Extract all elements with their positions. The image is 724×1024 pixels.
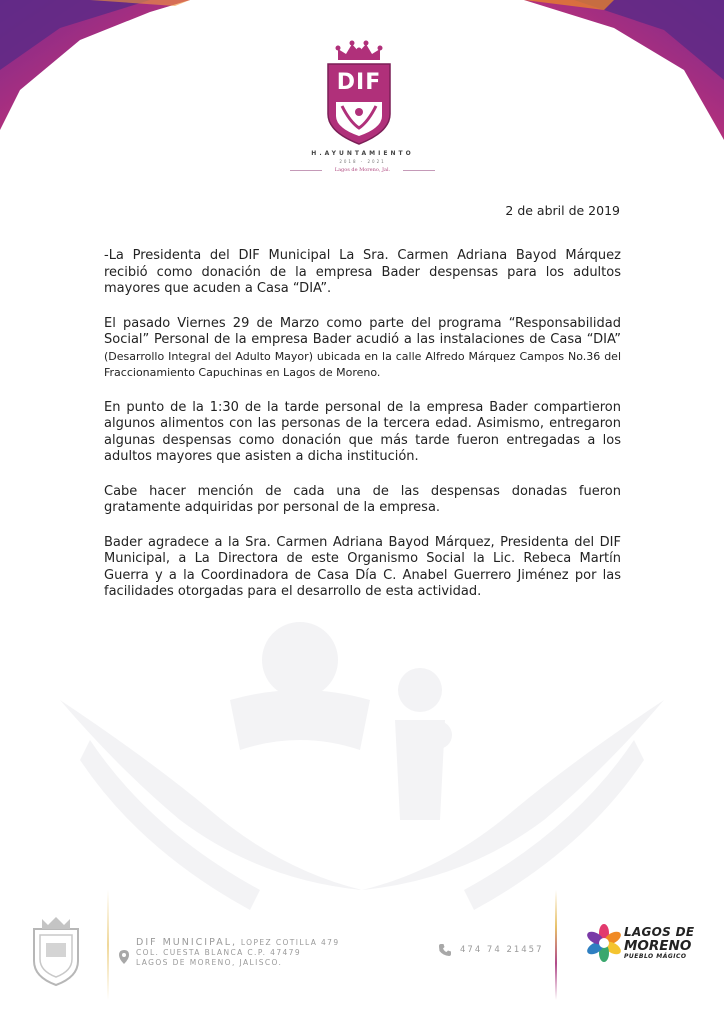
- paragraph: Cabe hacer mención de cada una de las despensas donadas fueron gratamente adquiridas por personal de la empresa.: [104, 483, 621, 515]
- corner-decoration-left: [0, 0, 200, 130]
- dif-logo: [290, 40, 435, 180]
- footer-city: LAGOS DE MORENO, JALISCO.: [136, 958, 283, 967]
- location-pin-icon: [119, 950, 129, 964]
- paragraph-text-small: (Desarrollo Integral del Adulto Mayor) ubicada en la calle Alfredo Márquez Campos No.36 del Fraccionamiento Capuchinas en Lagos de Moreno.: [104, 349, 621, 379]
- divider-line: [403, 170, 435, 171]
- ayuntamiento-label: H.AYUNTAMIENTO: [311, 150, 414, 157]
- corner-decoration-right: [504, 0, 724, 140]
- logo-city-label: Lagos de Moreno, Jal.: [334, 167, 391, 173]
- lagos-flower-logo-icon: [585, 924, 623, 962]
- lagos-logo-line1: LAGOS DE: [624, 925, 695, 939]
- footer-divider: [107, 890, 109, 1000]
- paragraph-text: El pasado Viernes 29 de Marzo como parte del programa “Responsabilidad Social” Personal de la empresa Bader acudió a las instalaciones de Casa “DIA”: [104, 315, 621, 347]
- footer-street: LOPEZ COTILLA 479: [240, 938, 340, 947]
- footer-colonia: COL. CUESTA BLANCA C.P. 47479: [136, 948, 302, 957]
- lagos-logo-line3: PUEBLO MÁGICO: [624, 953, 687, 960]
- footer-org: DIF MUNICIPAL,: [136, 937, 238, 948]
- footer-address: [136, 938, 340, 968]
- lagos-logo-line2: MORENO: [624, 938, 692, 954]
- crown-icon: [334, 40, 384, 62]
- administration-years: 2018 - 2021: [339, 159, 386, 164]
- footer-phone: 474 74 21457: [460, 945, 544, 955]
- paragraph: Bader agradece a la Sra. Carmen Adriana Bayod Márquez, Presidenta del DIF Municipal, a La Directora de este Organismo Social la Lic. Rebeca Martín Guerra y a la Coordinadora de Casa Día C. Anabel Guerrero Jiménez por las facilidades otorgadas para el desarrollo de esta actividad.: [104, 534, 621, 599]
- paragraph: -La Presidenta del DIF Municipal La Sra. Carmen Adriana Bayod Márquez recibió como donación de la empresa Bader despensas para los adultos mayores que acuden a Casa “DIA”.: [104, 248, 621, 296]
- logo-dif-text: DIF: [336, 70, 382, 95]
- paragraph: En punto de la 1:30 de la tarde personal de la empresa Bader compartieron algunos alimentos con las personas de la tercera edad. Asimismo, entregaron algunas despensas como donación que más tarde fueron entregadas a los adultos mayores que asisten a dicha institución.: [104, 399, 621, 464]
- footer-divider: [555, 890, 557, 1000]
- letter-date: 2 de abril de 2019: [505, 203, 620, 218]
- letter-body: [104, 248, 621, 619]
- lagos-de-moreno-logo: [624, 926, 704, 961]
- municipal-seal-icon: [28, 915, 84, 987]
- paragraph: [104, 316, 621, 382]
- phone-icon: [438, 943, 452, 957]
- hands-watermark: [0, 590, 724, 930]
